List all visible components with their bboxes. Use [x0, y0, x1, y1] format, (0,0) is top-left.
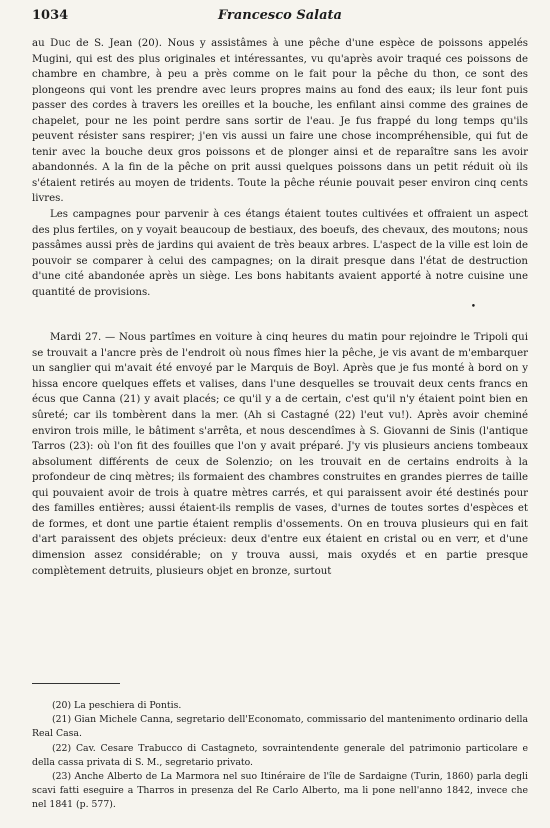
- page-header: [32, 8, 528, 30]
- bullet-mark: •: [470, 302, 476, 313]
- footnote-23: (23) Anche Alberto de La Marmora nel suo Itinéraire de l'île de Sardaigne (Turin, 1860) parla degli scavi fatti eseguire a Tharros in presenza del Re Carlo Alberto, ma li pone nell'anno 1842, invece che nel 1841 (p. 577).: [32, 771, 528, 811]
- page-number: 1034: [32, 8, 69, 23]
- paragraph-mardi-27: Mardi 27. — Nous partîmes en voiture à cinq heures du matin pour rejoindre le Tripoli qui se trouvait a l'ancre près de l'endroit où nous fîmes hier la pêche, je vis avant de m'embarquer un sanglier qui m'avait été envoyé par le Marquis de Boyl. Après que je fus monté à bord on y hissa encore quelques effets et valises, dans l'une desquelles se trouvait deux cents francs en écus que Canna (21) y avait placés; ce qu'il y a de certain, c'est qu'il n'y étaient point bien en sûreté; car ils tombèrent dans la mer. (Ah si Castagné (22) l'eut vu!). Après avoir cheminé environ trois mille, le bâtiment s'arrêta, et nous descendîmes à S. Giovanni de Sinis (l'antique Tarros (23): où l'on fit des fouilles que l'on y avait préparé. J'y vis plusieurs anciens tombeaux absolument différents de ceux de Solenzio; on les trouvait en de certains endroits à la profondeur de cinq mètres; ils formaient des chambres construites en grandes pierres de taille qui pouvaient avoir de trois à quatre mètres carrés, et qui paraissent avoir été destinés pour des familles entières; aussi étaient-ils remplis de vases, d'urnes de toutes sortes d'espèces et de formes, et dont une partie étaient remplis d'ossements. On en trouva plusieurs qui en fait d'art paraissent des objets précieux: deux d'entre eux étaient en cristal ou en verr, et d'une dimension assez considérable; on y trouva aussi, mais oxydés et en partie presque complètement detruits, plusieurs objet en bronze, surtout: [32, 332, 528, 577]
- main-text: [32, 36, 528, 579]
- footnote-22: (22) Cav. Cesare Trabucco di Castagneto, sovraintendente generale del patrimonio particolare e della cassa privata di S. M., segretario privato.: [32, 742, 528, 768]
- paragraph-continuation: au Duc de S. Jean (20). Nous y assistâmes à une pêche d'une espèce de poissons appelés Mugini, qui est des plus originales et intéressantes, vu qu'après avoir traqué ces poissons de chambre en chambre, à peu a près comme on le fait pour la pêche du thon, ce sont des plongeons qui vont les prendre avec leurs propres mains au fond des eaux; ils leur font puis passer des cordes à travers les oreilles et la bouche, les enfilant ainsi comme des graines de chapelet, pour ne les point perdre sans sortir de l'eau. Je fus frappé du long temps qu'ils peuvent résister sans respirer; j'en vis aussi un faire une chose incompréhensible, qui fut de tenir avec la bouche deux gros poissons et de plonger ainsi et de reparaître sans les avoir abandonnés. A la fin de la pêche on prit aussi quelques poissons dans un petit réduit où ils s'étaient retirés au moyen de tridents. Toute la pêche réunie pouvait peser environ cinq cents livres.: [32, 38, 528, 205]
- footnote-20: (20) La peschiera di Pontis.: [52, 700, 182, 711]
- footnotes: [32, 699, 528, 813]
- running-title: Francesco Salata: [218, 8, 342, 23]
- footnote-separator: [32, 683, 120, 684]
- footnote-21: (21) Gian Michele Canna, segretario dell'Economato, commissario del mantenimento ordinario della Real Casa.: [32, 714, 528, 740]
- paragraph-campagnes: Les campagnes pour parvenir à ces étangs étaient toutes cultivées et offraient un aspect des plus fertiles, on y voyait beaucoup de bestiaux, des boeufs, des chevaux, des moutons; nous passâmes aussi près de jardins qui avaient de très beaux arbres. L'aspect de la ville est loin de pouvoir se comparer à celui des campagnes; on la dirait presque dans l'état de destruction d'une cité abandonée après un siège. Les bons habitants avaient apporté à notre cuisine une quantité de provisions.: [32, 209, 528, 298]
